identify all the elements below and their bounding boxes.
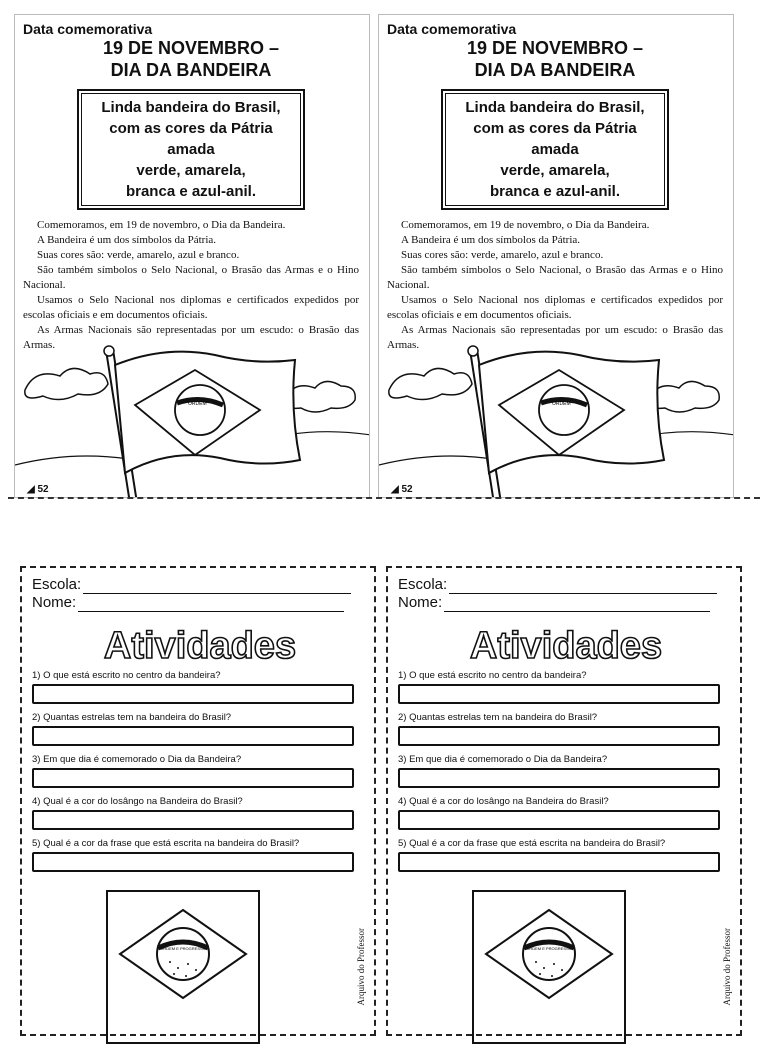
- page-title-line1: 19 DE NOVEMBRO –: [102, 38, 280, 58]
- school-field: [398, 576, 734, 594]
- answer-box[interactable]: [32, 684, 354, 704]
- school-input-line[interactable]: [449, 579, 717, 594]
- poem-line: verde, amarela,: [136, 162, 246, 179]
- paragraph: A Bandeira é um dos símbolos da Pátria.: [37, 234, 217, 246]
- poem-line: branca e azul-anil.: [489, 183, 621, 200]
- info-card-right: [378, 14, 734, 498]
- activity-card-right: [386, 566, 742, 1036]
- paragraph: Usamos o Selo Nacional nos diplomas e certificados expedidos por escolas oficiais e em documentos oficiais.: [23, 294, 359, 321]
- name-input-line[interactable]: [78, 597, 344, 612]
- cut-line: [8, 497, 760, 499]
- flag-coloring-box[interactable]: [106, 890, 260, 1044]
- answer-box[interactable]: [32, 852, 354, 872]
- school-label: Escola:: [32, 576, 82, 593]
- paragraph: Usamos o Selo Nacional nos diplomas e certificados expedidos por escolas oficiais e em documentos oficiais.: [387, 294, 723, 321]
- question: 5) Qual é a cor da frase que está escrita na bandeira do Brasil?: [32, 838, 300, 849]
- side-credit: Arquivo do Professor: [722, 928, 732, 1006]
- side-credit: Arquivo do Professor: [356, 928, 366, 1006]
- question: 3) Em que dia é comemorado o Dia da Bandeira?: [398, 754, 608, 765]
- section-tag: Data comemorativa: [23, 21, 153, 37]
- page-number-value: 52: [401, 484, 413, 495]
- question: 2) Quantas estrelas tem na bandeira do Brasil?: [32, 712, 232, 723]
- question: 3) Em que dia é comemorado o Dia da Bandeira?: [32, 754, 242, 765]
- brazil-flag-outline: [108, 892, 258, 1042]
- poem-line: verde, amarela,: [500, 162, 610, 179]
- answer-box[interactable]: [398, 852, 720, 872]
- page-title-line2: DIA DA BANDEIRA: [474, 60, 636, 80]
- question: 2) Quantas estrelas tem na bandeira do Brasil?: [398, 712, 598, 723]
- school-field: [32, 576, 368, 594]
- answer-box[interactable]: [398, 726, 720, 746]
- poem-box: [77, 89, 305, 210]
- school-input-line[interactable]: [83, 579, 351, 594]
- page-title-line2: DIA DA BANDEIRA: [110, 60, 272, 80]
- answer-box[interactable]: [32, 810, 354, 830]
- question: 5) Qual é a cor da frase que está escrita na bandeira do Brasil?: [398, 838, 666, 849]
- poem-line: com as cores da Pátria amada: [473, 120, 637, 158]
- paragraph: A Bandeira é um dos símbolos da Pátria.: [401, 234, 581, 246]
- flag-motto: ORDEM E PROGRESSO: [526, 946, 572, 951]
- poem-line: Linda bandeira do Brasil,: [101, 99, 281, 116]
- flag-motto: ORDEM: [188, 401, 207, 407]
- activities-heading-text: Atividades: [469, 625, 663, 666]
- page-number: ◢ 52: [391, 484, 413, 495]
- name-label: Nome:: [398, 594, 443, 611]
- poem-line: Linda bandeira do Brasil,: [465, 99, 645, 116]
- paragraph: Comemoramos, em 19 de novembro, o Dia da Bandeira.: [37, 219, 286, 231]
- activity-card-left: [20, 566, 376, 1036]
- paragraph: São também símbolos o Selo Nacional, o Brasão das Armas e o Hino Nacional.: [23, 264, 359, 291]
- section-tag: Data comemorativa: [387, 21, 517, 37]
- question: 4) Qual é a cor do losângo na Bandeira do Brasil?: [32, 796, 243, 807]
- brazil-flag-outline: [474, 892, 624, 1042]
- paragraph: As Armas Nacionais são representadas por um escudo: o Brasão das Armas.: [387, 324, 723, 351]
- name-label: Nome:: [32, 594, 77, 611]
- answer-box[interactable]: [32, 726, 354, 746]
- answer-box[interactable]: [32, 768, 354, 788]
- flag-motto: ORDEM: [552, 401, 571, 407]
- page-title-line1: 19 DE NOVEMBRO –: [466, 38, 644, 58]
- name-field: [398, 594, 734, 612]
- flag-motto: ORDEM E PROGRESSO: [160, 946, 206, 951]
- paragraph: Suas cores são: verde, amarelo, azul e branco.: [401, 249, 604, 261]
- answer-box[interactable]: [398, 684, 720, 704]
- flag-coloring-box[interactable]: [472, 890, 626, 1044]
- waving-flag-illustration: [379, 325, 734, 498]
- paragraph: Suas cores são: verde, amarelo, azul e branco.: [37, 249, 240, 261]
- activities-heading: [446, 622, 686, 666]
- poem-line: com as cores da Pátria amada: [109, 120, 273, 158]
- page-number: ◢ 52: [27, 484, 49, 495]
- poem-box: [441, 89, 669, 210]
- name-input-line[interactable]: [444, 597, 710, 612]
- poem-line: branca e azul-anil.: [125, 183, 257, 200]
- question: 1) O que está escrito no centro da bandeira?: [32, 670, 221, 681]
- info-card-left: [14, 14, 370, 498]
- paragraph: As Armas Nacionais são representadas por um escudo: o Brasão das Armas.: [23, 324, 359, 351]
- answer-box[interactable]: [398, 810, 720, 830]
- name-field: [32, 594, 368, 612]
- paragraph: Comemoramos, em 19 de novembro, o Dia da Bandeira.: [401, 219, 650, 231]
- activities-heading: [80, 622, 320, 666]
- page-number-value: 52: [37, 484, 49, 495]
- answer-box[interactable]: [398, 768, 720, 788]
- waving-flag-illustration: [15, 325, 370, 498]
- activities-heading-text: Atividades: [103, 625, 297, 666]
- school-label: Escola:: [398, 576, 448, 593]
- question: 4) Qual é a cor do losângo na Bandeira do Brasil?: [398, 796, 609, 807]
- question: 1) O que está escrito no centro da bandeira?: [398, 670, 587, 681]
- paragraph: São também símbolos o Selo Nacional, o Brasão das Armas e o Hino Nacional.: [387, 264, 723, 291]
